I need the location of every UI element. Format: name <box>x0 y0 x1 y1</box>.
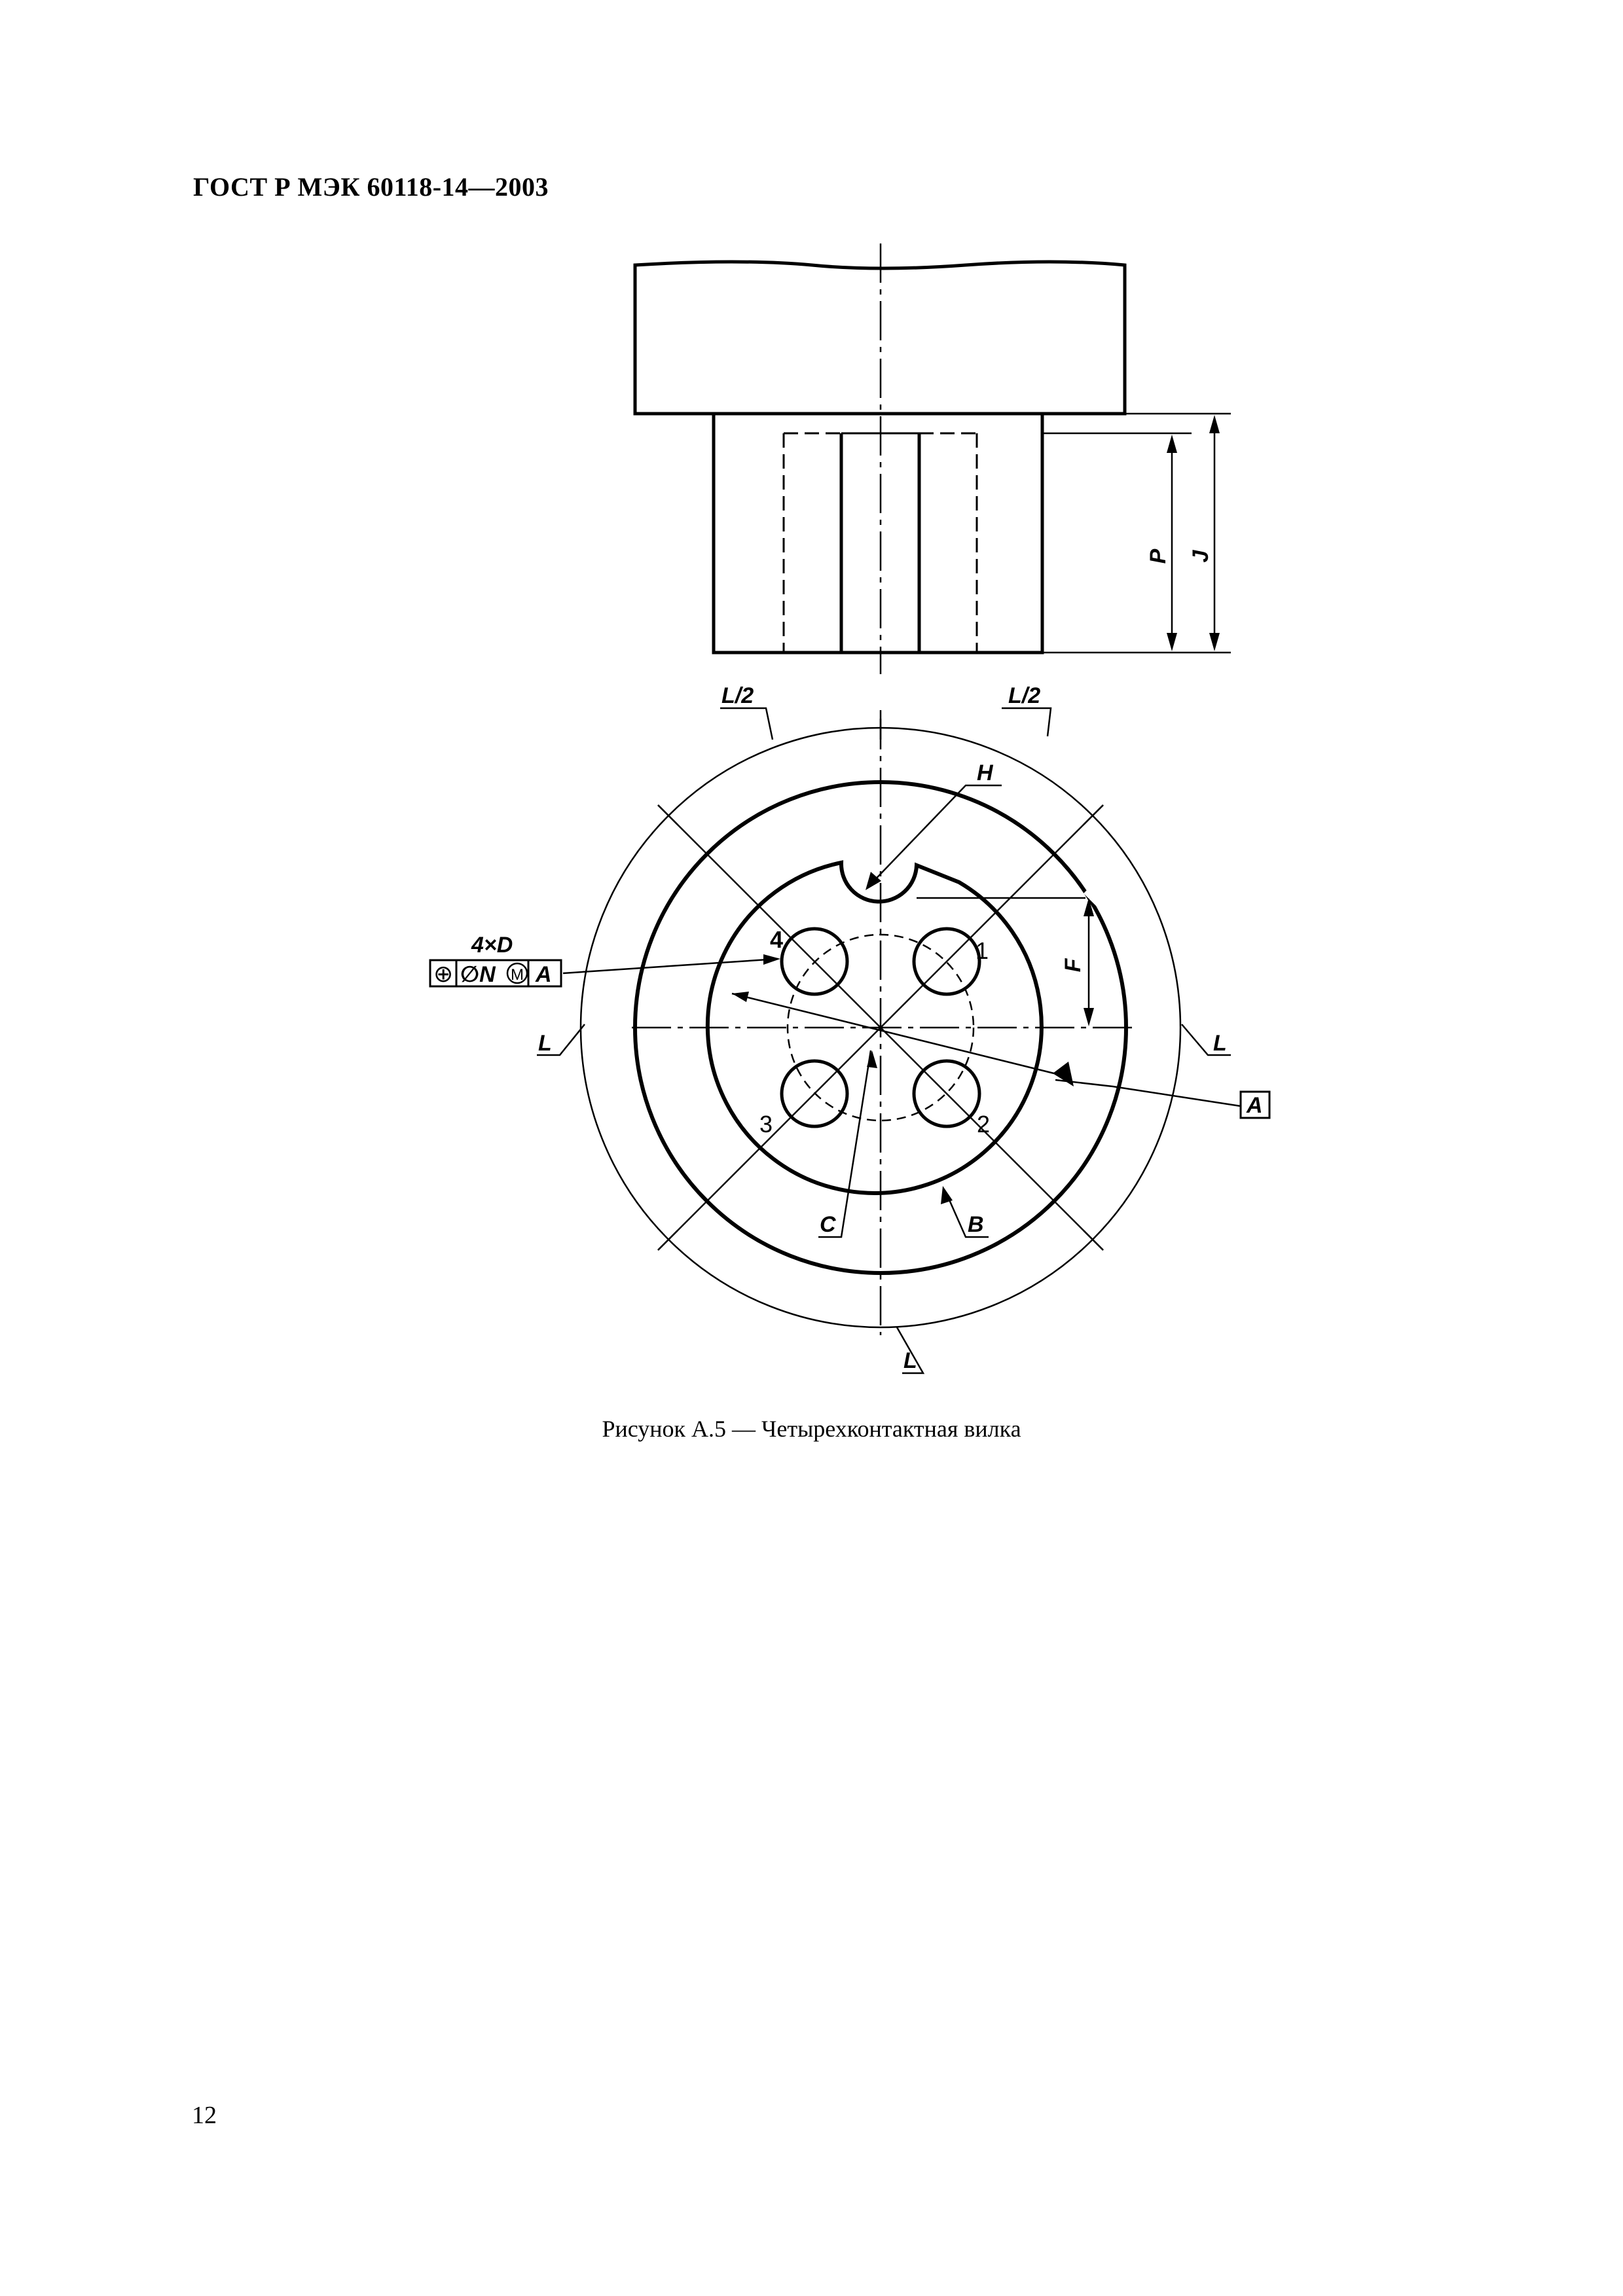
label-c: C <box>820 1212 836 1237</box>
tol-datum: A <box>536 962 552 987</box>
page-number: 12 <box>192 2102 217 2129</box>
label-datum-a: A <box>1247 1093 1263 1118</box>
label-p: P <box>1146 548 1171 564</box>
figure-caption: Рисунок А.5 — Четырехконтактная вилка <box>602 1416 1021 1442</box>
label-f: F <box>1061 958 1085 973</box>
tol-value: ∅N <box>460 962 496 987</box>
label-b: B <box>968 1212 984 1237</box>
tol-position-symbol: ⊕ <box>433 960 454 987</box>
dimension-lines-pj <box>1042 414 1231 653</box>
label-l-half-right: L/2 <box>1008 683 1041 708</box>
page-header: ГОСТ Р МЭК 60118-14—2003 <box>193 172 549 202</box>
label-l-right: L <box>1213 1031 1227 1056</box>
label-h: H <box>977 761 993 785</box>
label-l-half-left: L/2 <box>721 683 754 708</box>
pin-number-1: 1 <box>976 937 989 964</box>
tol-modifier: M <box>511 966 524 984</box>
label-j: J <box>1188 550 1213 563</box>
pin-number-4: 4 <box>770 926 784 953</box>
label-l-bottom: L <box>903 1348 917 1373</box>
pin-number-2: 2 <box>977 1111 991 1138</box>
pin-block <box>714 414 1042 653</box>
pin-number-3: 3 <box>759 1111 773 1138</box>
label-l-left: L <box>538 1031 552 1056</box>
label-pin-count: 4×D <box>471 933 513 958</box>
